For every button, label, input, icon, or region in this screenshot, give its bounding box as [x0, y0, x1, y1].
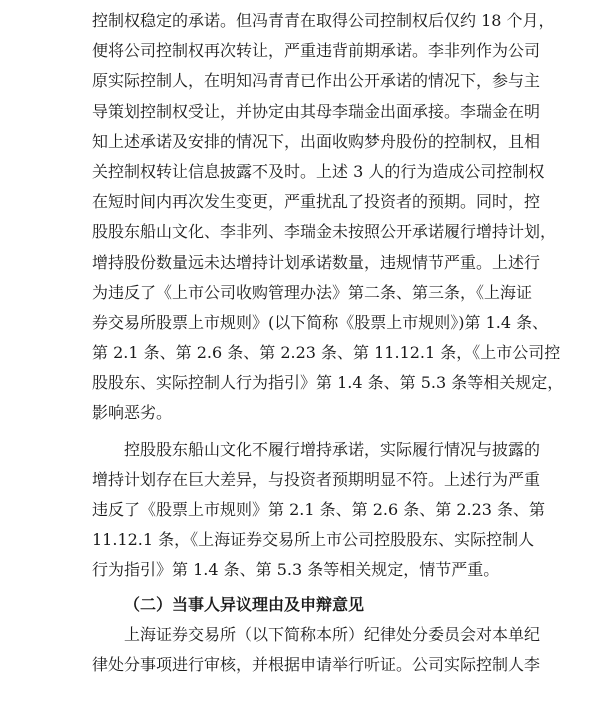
text-line: 上海证券交易所（以下简称本所）纪律处分委员会对本单纪	[124, 624, 541, 644]
text-line: 控制权稳定的承诺。但冯青青在取得公司控制权后仅约 18 个月，	[92, 11, 555, 30]
text-line: 便将公司控制权再次转让，严重违背前期承诺。李非列作为公司	[92, 41, 541, 61]
text-line: 为违反了《上市公司收购管理办法》第二条、第三条，《上海证	[92, 282, 533, 302]
text-line: 在短时间内再次发生变更，严重扰乱了投资者的预期。同时，控	[92, 192, 541, 212]
paragraph-2	[92, 435, 546, 586]
text-line: 11.12.1 条，《上海证券交易所上市公司控股股东、实际控制人	[92, 530, 535, 550]
text-line: 知上述承诺及安排的情况下，出面收购梦舟股份的控制权，且相	[92, 131, 541, 151]
text-line: 导策划控制权受让，并协定由其母李瑞金出面承接。李瑞金在明	[92, 101, 541, 121]
document-body	[92, 6, 564, 680]
text-line: 原实际控制人，在明知冯青青已作出公开承诺的情况下，参与主	[92, 71, 541, 91]
paragraph-3	[92, 620, 541, 680]
text-line: 律处分事项进行审核，并根据申请举行听证。公司实际控制人李	[92, 654, 541, 674]
section-heading: （二）当事人异议理由及申辩意见	[124, 594, 365, 614]
paragraph-1	[92, 6, 564, 429]
text-line: 增持股份数量远未达增持计划承诺数量，违规情节严重。上述行	[92, 252, 541, 272]
text-line: 违反了《股票上市规则》第 2.1 条、第 2.6 条、第 2.23 条、第	[92, 500, 546, 519]
text-line: 券交易所股票上市规则》(以下简称《股票上市规则》)第 1.4 条、	[92, 312, 549, 332]
text-line: 股股东船山文化、李非列、李瑞金未按照公开承诺履行增持计划，	[92, 222, 557, 242]
text-line: 行为指引》第 1.4 条、第 5.3 条等相关规定，情节严重。	[92, 560, 500, 580]
text-line: 股股东、实际控制人行为指引》第 1.4 条、第 5.3 条等相关规定，	[92, 373, 564, 393]
text-line: 第 2.1 条、第 2.6 条、第 2.23 条、第 11.12.1 条，《上市公司控	[92, 343, 561, 363]
text-line: 控股股东船山文化不履行增持承诺，实际履行情况与披露的	[124, 439, 541, 459]
text-line: 关控制权转让信息披露不及时。上述 3 人的行为造成公司控制权	[92, 161, 545, 181]
text-line: 增持计划存在巨大差异，与投资者预期明显不符。上述行为严重	[92, 469, 541, 489]
text-line: 影响恶劣。	[92, 403, 173, 423]
